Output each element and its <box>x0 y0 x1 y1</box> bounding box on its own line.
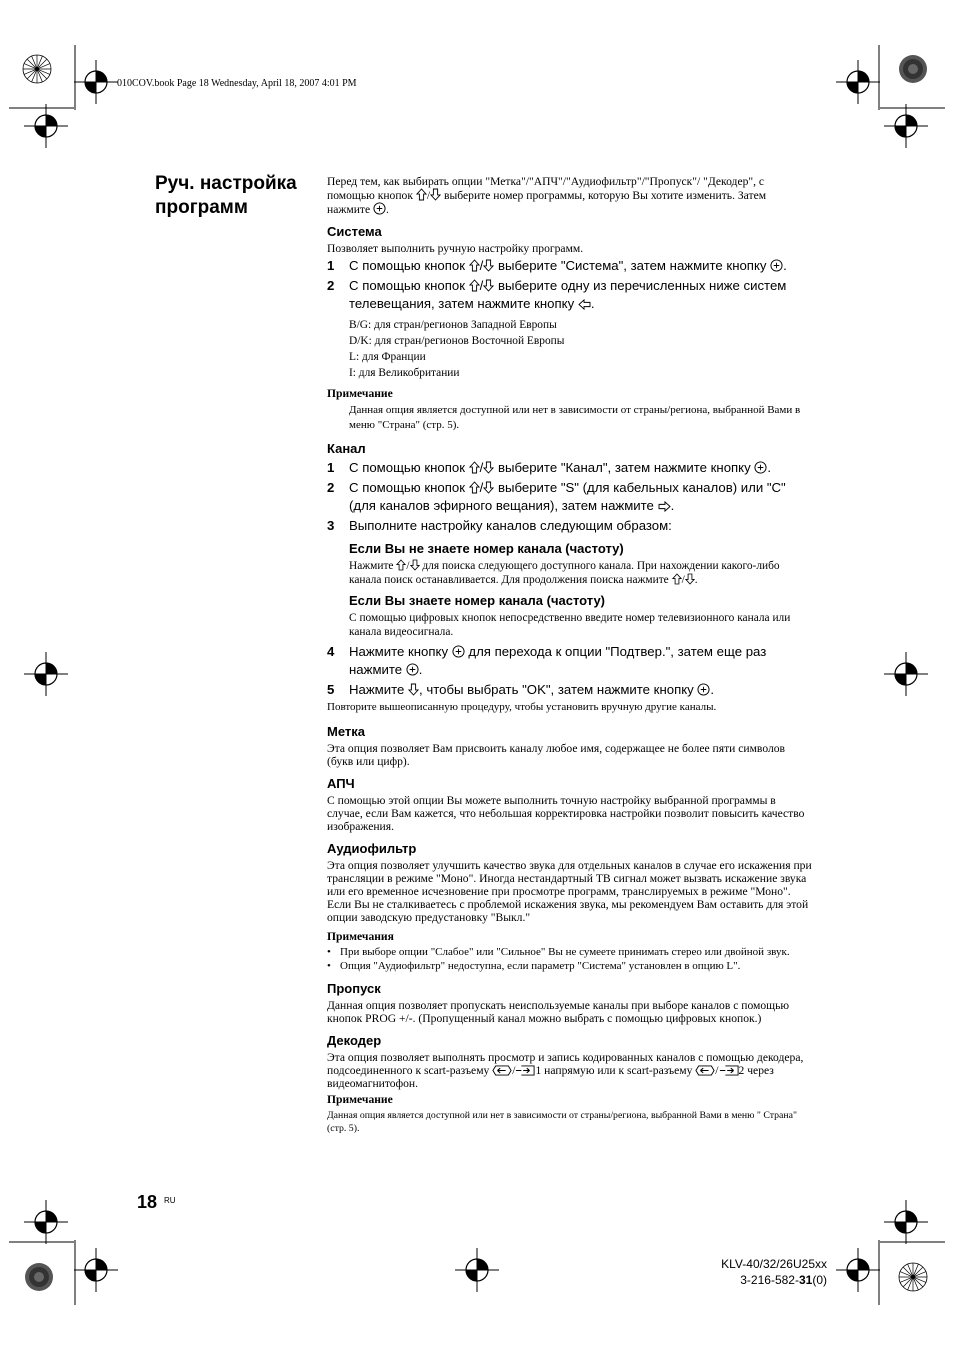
main-content <box>327 175 812 1135</box>
scart-output-icon <box>719 1065 739 1076</box>
registration-mark-icon <box>884 652 928 696</box>
sistema-step-1: 1 С помощью кнопок / выберите "Система", затем нажмите кнопку . <box>327 258 787 273</box>
down-arrow-icon <box>430 188 441 201</box>
scart-input-icon <box>492 1065 512 1076</box>
propusk-text: Данная опция позволяет пропускать неиспользуемые каналы при выборе каналов с помощью кнопок PROG +/-. (Пропущенный канал можно выбрать с помощью цифровых кнопок.) <box>327 999 790 1025</box>
kanal-step-5: 5 Нажмите , чтобы выбрать "OK", затем нажмите кнопку . <box>327 682 715 697</box>
up-arrow-icon <box>469 481 480 494</box>
color-target-icon <box>898 54 928 84</box>
page-title <box>155 172 297 220</box>
enter-circle-icon <box>754 461 767 474</box>
sistema-desc: Позволяет выполнить ручную настройку программ. <box>327 242 584 255</box>
section-heading-propusk: Пропуск <box>327 981 381 996</box>
kanal-sub2-heading: Если Вы знаете номер канала (частоту) <box>349 593 606 608</box>
page-number: 18 <box>137 1192 158 1212</box>
up-arrow-icon <box>416 188 427 201</box>
audio-note-item: • При выборе опции "Слабое" или "Сильное" Вы не сумеете принимать стерео или двойной звук. <box>327 946 790 958</box>
scart-output-icon <box>515 1065 535 1076</box>
up-arrow-icon <box>469 461 480 474</box>
section-heading-sistema: Система <box>327 224 382 239</box>
page-language: RU <box>164 1196 176 1205</box>
enter-circle-icon <box>697 683 710 696</box>
scart-input-icon <box>695 1065 715 1076</box>
intro-text: Перед тем, как выбирать опции "Метка"/"АПЧ"/"Аудиофильтр"/"Пропуск"/ "Декодер", с помощью кнопок / выберите номер программы, которую Вы хотите изменить. Затем нажмите . <box>327 175 767 216</box>
sistema-note-text: Данная опция является доступной или нет в зависимости от страны/региона, выбранной Вами в меню "Страна" (стр. 5). <box>349 404 801 431</box>
kanal-sub2-text: С помощью цифровых кнопок непосредственно введите номер телевизионного канала или канала видеосигнала. <box>349 612 791 638</box>
decoder-text: Эта опция позволяет выполнять просмотр и запись кодированных каналов с помощью декодера, подсоединенного к scart-разъему / 1 напрямую или к scart-разъему / 2 через видеомагнитофон. <box>327 1051 804 1090</box>
kanal-step-1: 1 С помощью кнопок / выберите "Канал", затем нажмите кнопку . <box>327 460 772 475</box>
registration-mark-icon <box>24 1200 68 1244</box>
kanal-repeat: Повторите вышеописанную процедуру, чтобы установить вручную другие каналы. <box>327 701 717 713</box>
registration-mark-icon <box>455 1248 499 1292</box>
decoder-note-heading: Примечание <box>327 1093 393 1106</box>
system-item: I: для Великобритании <box>349 367 460 379</box>
enter-circle-icon <box>452 645 465 658</box>
sistema-step-2: 2 С помощью кнопок / выберите одну из перечисленных ниже систем телевещания, затем нажмите кнопку . <box>327 278 787 311</box>
up-arrow-icon <box>672 573 682 585</box>
registration-mark-icon <box>836 60 880 104</box>
registration-mark-icon <box>24 104 68 148</box>
color-target-icon <box>898 1262 928 1292</box>
registration-mark-icon <box>884 104 928 148</box>
model-info <box>721 1256 827 1288</box>
system-item: D/K: для стран/регионов Восточной Европы <box>349 335 565 347</box>
down-arrow-icon <box>408 683 419 696</box>
title-line-1: Руч. настройка <box>155 173 297 194</box>
title-line-2: программ <box>155 197 248 218</box>
kanal-step-2: 2 С помощью кнопок / выберите "S" (для кабельных каналов) или "C" (для каналов эфирного вещания), затем нажмите . <box>327 480 786 513</box>
registration-mark-icon <box>74 60 118 104</box>
down-arrow-icon <box>483 461 494 474</box>
kanal-step-4: 4 Нажмите кнопку для перехода к опции "Подтвер.", затем еще раз нажмите . <box>327 644 767 677</box>
metka-text: Эта опция позволяет Вам присвоить каналу любое имя, содержащее не более пяти символов (букв или цифр). <box>327 742 786 768</box>
up-arrow-icon <box>396 559 406 571</box>
enter-circle-icon <box>373 202 386 215</box>
section-heading-kanal: Канал <box>327 441 366 456</box>
enter-circle-icon <box>770 259 783 272</box>
audio-notes-heading: Примечания <box>327 930 394 943</box>
kanal-sub1-text: Нажмите / для поиска следующего доступного канала. При нахождении какого-либо канала поиск останавливается. Для продолжения поиска нажмите / . <box>349 560 780 586</box>
up-arrow-icon <box>469 259 480 272</box>
section-heading-apch: АПЧ <box>327 776 355 791</box>
color-target-icon <box>24 1262 54 1292</box>
part-number: 3-216-582-31(0) <box>740 1273 827 1287</box>
system-item: L: для Франции <box>349 351 426 363</box>
registration-mark-icon <box>836 1248 880 1292</box>
registration-mark-icon <box>74 1248 118 1292</box>
left-arrow-icon <box>578 299 591 310</box>
decoder-note-text: Данная опция является доступной или нет в зависимости от страны/региона, выбранной Вами в меню " Страна" (стр. 5). <box>327 1110 797 1134</box>
registration-mark-icon <box>884 1200 928 1244</box>
color-target-icon <box>22 54 52 84</box>
right-arrow-icon <box>658 501 671 512</box>
up-arrow-icon <box>469 279 480 292</box>
section-heading-audio: Аудиофильтр <box>327 841 417 856</box>
audio-text-1: Эта опция позволяет улучшить качество звука для отдельных каналов в случае его искажения при трансляции в режиме "Моно". Иногда нестандартный ТВ сигнал может вызвать искажение звука или его временное исчезновение при просмотре программ, транслируемых в режиме "Моно". <box>327 859 812 898</box>
down-arrow-icon <box>483 259 494 272</box>
kanal-sub1-heading: Если Вы не знаете номер канала (частоту) <box>349 541 624 556</box>
sistema-note-heading: Примечание <box>327 387 393 400</box>
system-list <box>327 317 812 381</box>
section-heading-decoder: Декодер <box>327 1033 382 1048</box>
audio-note-item: • Опция "Аудиофильтр" недоступна, если параметр "Система" установлен в опцию L". <box>327 960 741 972</box>
apch-text: С помощью этой опции Вы можете выполнить точную настройку выбранной программы в случае, если Вам кажется, что небольшая корректировка настройки позволит повысить качество изображения. <box>327 794 805 833</box>
kanal-step-3: 3 Выполните настройку каналов следующим образом: <box>327 518 672 533</box>
model-number: KLV-40/32/26U25xx <box>721 1257 827 1271</box>
down-arrow-icon <box>410 559 420 571</box>
enter-circle-icon <box>406 663 419 676</box>
section-heading-metka: Метка <box>327 724 365 739</box>
file-info-header: 010COV.book Page 18 Wednesday, April 18, 2007 4:01 PM <box>117 78 357 89</box>
audio-text-2: Если Вы не сталкиваетесь с проблемой искажения звука, мы рекомендуем Вам оставить для этой опции заводскую предустановку "Выкл." <box>327 898 809 924</box>
registration-mark-icon <box>24 652 68 696</box>
system-item: B/G: для стран/регионов Западной Европы <box>349 319 557 331</box>
down-arrow-icon <box>483 279 494 292</box>
down-arrow-icon <box>685 573 695 585</box>
down-arrow-icon <box>483 481 494 494</box>
